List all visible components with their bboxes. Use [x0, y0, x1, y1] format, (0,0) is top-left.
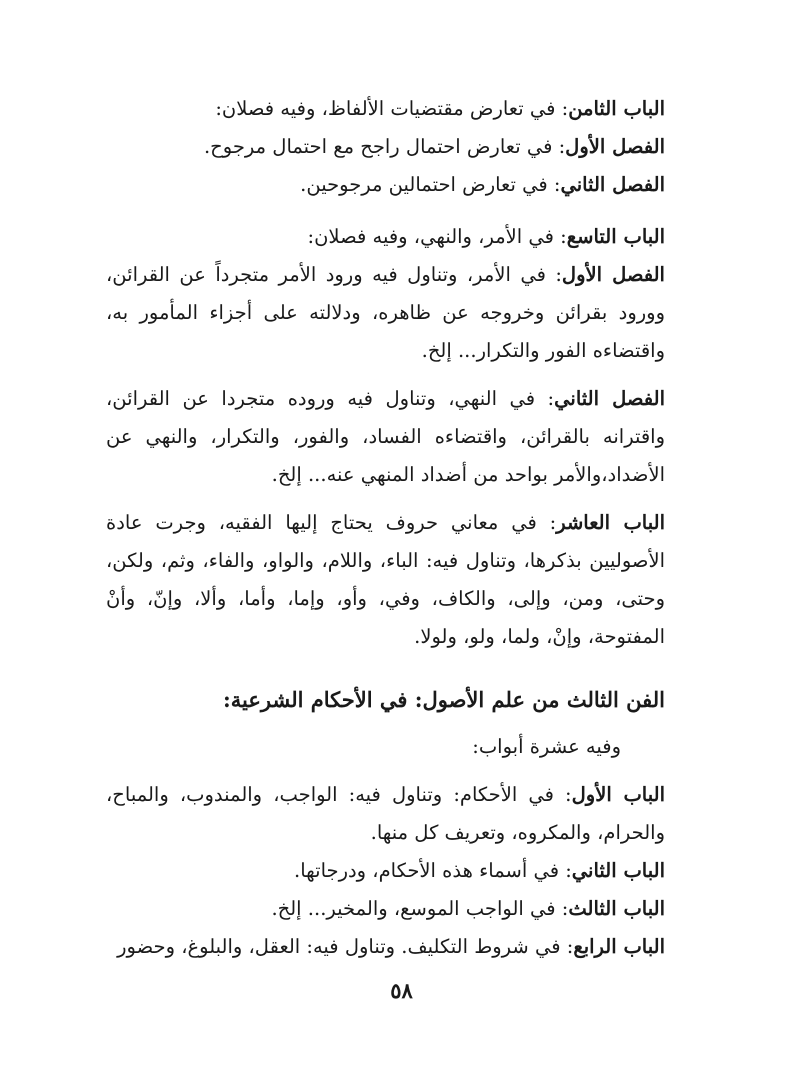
chapter-label: الباب الثالث	[568, 897, 665, 920]
chapter-label: الباب الرابع	[573, 935, 665, 958]
paragraph-chapter-8	[106, 90, 665, 128]
paragraph-ruling-chapter-1	[106, 776, 665, 852]
chapter-text: : في أسماء هذه الأحكام، ودرجاتها.	[294, 859, 572, 882]
chapter-text: : في معاني حروف يحتاج إليها الفقيه، وجرت عادة الأصوليين بذكرها، وتناول فيه: الباء، واللام، والواو، والفاء، وثم، ولكن، وحتى، ومن، وإلى، والكاف، وفي، وأو، وإما، وأما، وألا، وإنّ، وأنْ المفتوحة، وإنْ، ولما، ولو، ولولا.	[106, 511, 665, 648]
chapter-text: : في الأمر، والنهي، وفيه فصلان:	[307, 225, 567, 248]
chapter-label: الباب التاسع	[566, 225, 665, 248]
section-text: : في الأمر، وتناول فيه ورود الأمر متجرداً عن القرائن، وورود بقرائن وخروجه عن ظاهره، ودلالته على أجزاء المأمور به، واقتضاءه الفور والتكرار... إلخ.	[106, 263, 665, 362]
page-number: ٥٨	[390, 978, 413, 1003]
section-label: الفصل الأول	[561, 263, 665, 286]
paragraph-section-1-command	[106, 256, 665, 370]
section-text: : في تعارض احتمال راجح مع احتمال مرجوح.	[203, 135, 566, 158]
chapter-label: الباب العاشر	[556, 511, 665, 534]
paragraph-ruling-chapter-4	[106, 928, 665, 966]
chapter-label: الباب الأول	[571, 783, 665, 806]
paragraph-section-2	[106, 166, 665, 204]
section-text: : في النهي، وتناول فيه وروده متجردا عن القرائن، واقترانه بالقرائن، واقتضاءه الفساد، والفور، والتكرار، والنهي عن الأضداد،والأمر بواحد من أضداد المنهي عنه... إلخ.	[106, 387, 665, 486]
paragraph-ruling-chapter-2	[106, 852, 665, 890]
paragraph-section-2-prohibition	[106, 380, 665, 494]
chapter-text: : في الأحكام: وتناول فيه: الواجب، والمندوب، والمباح، والحرام، والمكروه، وتعريف كل منها.	[106, 783, 665, 844]
chapter-text: : في الواجب الموسع، والمخير... إلخ.	[271, 897, 569, 920]
section-label: الفصل الثاني	[560, 173, 665, 196]
paragraph-ruling-chapter-3	[106, 890, 665, 928]
chapter-text: : في تعارض مقتضيات الألفاظ، وفيه فصلان:	[215, 97, 569, 120]
chapter-label: الباب الثاني	[571, 859, 665, 882]
section-text: : في تعارض احتمالين مرجوحين.	[300, 173, 561, 196]
section-label: الفصل الأول	[565, 135, 665, 158]
chapter-text: : في شروط التكليف. وتناول فيه: العقل، والبلوغ، وحضور	[117, 935, 574, 958]
section-title: الفن الثالث من علم الأصول: في الأحكام الشرعية:	[223, 687, 665, 712]
paragraph-chapter-10	[106, 504, 665, 656]
section-intro: وفيه عشرة أبواب:	[472, 735, 621, 758]
paragraph-section-1	[106, 128, 665, 166]
paragraph-chapter-9	[106, 218, 665, 256]
chapter-label: الباب الثامن	[568, 97, 665, 120]
section-label: الفصل الثاني	[554, 387, 665, 410]
